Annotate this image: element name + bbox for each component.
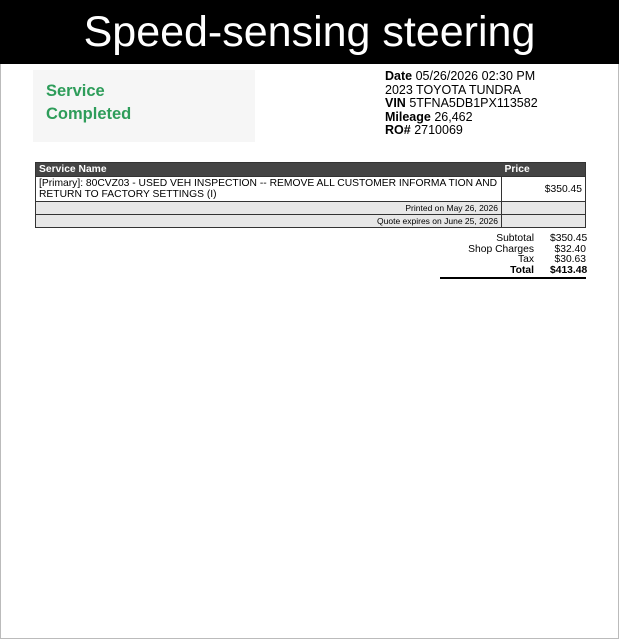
video-caption-banner [0,0,619,64]
document-page [0,64,619,639]
date-row [385,70,605,84]
mileage-label: Mileage [385,109,431,124]
table-header-row [36,163,586,177]
mileage-value: 26,462 [434,109,473,124]
ro-label: RO# [385,123,411,137]
quote-expiry: Quote expires on June 25, 2026 [36,215,502,228]
subtotal-label: Subtotal [496,233,534,244]
date-value: 05/26/2026 02:30 PM [415,69,536,83]
ro-value: 2710069 [414,123,463,137]
date-label: Date [385,69,413,83]
service-name-cell: [Primary]: 80CVZ03 - USED VEH INSPECTION -- REMOVE ALL CUSTOMER INFORMA TION AND RETURN TO FACTORY SETTINGS (I) [36,177,502,202]
vin-row [385,97,605,111]
printed-row [36,202,586,215]
vin-label: VIN [385,96,406,110]
total-row [440,266,586,280]
vehicle-info [385,70,605,138]
shop-charges-label: Shop Charges [468,243,534,255]
service-table [35,162,586,228]
service-name-header: Service Name [36,163,502,177]
price-header: Price [502,163,586,177]
ro-row [385,124,605,138]
tax-value: $30.63 [554,254,586,265]
mileage-row [385,111,605,125]
vehicle-model: 2023 TOYOTA TUNDRA [385,82,521,97]
printed-date: Printed on May 26, 2026 [36,202,502,215]
vin-value: 5TFNA5DB1PX113582 [409,96,538,110]
status-line-2: Completed [46,105,132,123]
shop-charges-value: $32.40 [554,243,586,255]
subtotal-value: $350.45 [550,233,588,244]
service-status [46,80,246,126]
banner-title: Speed-sensing steering [83,8,536,56]
expires-row [36,215,586,228]
tax-row [440,255,586,266]
service-price-cell: $350.45 [502,177,586,202]
expires-row-empty [502,215,586,228]
table-row [36,177,586,202]
printed-row-empty [502,202,586,215]
tax-label: Tax [517,254,534,265]
subtotal-row [440,234,586,245]
status-line-1: Service [46,82,105,100]
total-label: Total [510,264,534,276]
totals-block [440,234,586,279]
total-value: $413.48 [550,264,588,276]
